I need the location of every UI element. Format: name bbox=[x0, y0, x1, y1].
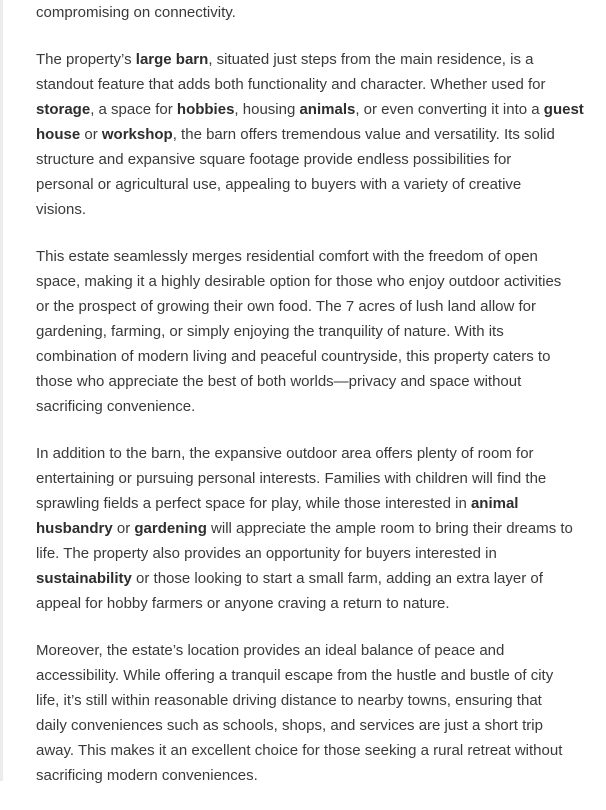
text-run: This estate seamlessly merges residential comfort with the freedom of open bbox=[36, 248, 538, 265]
text-line bbox=[36, 0, 596, 25]
text-run: or bbox=[80, 126, 102, 143]
text-run: appeal for hobby farmers or anyone craving a return to nature. bbox=[36, 595, 450, 612]
bold-text: animals bbox=[299, 101, 356, 118]
text-line bbox=[36, 197, 596, 222]
text-line bbox=[36, 591, 596, 616]
text-line bbox=[36, 663, 596, 688]
text-line bbox=[36, 319, 596, 344]
text-line bbox=[36, 541, 596, 566]
document-body bbox=[36, 0, 596, 810]
paragraph bbox=[36, 244, 596, 419]
text-line bbox=[36, 763, 596, 788]
text-line bbox=[36, 516, 596, 541]
text-run: life. The property also provides an opportunity for buyers interested in bbox=[36, 545, 497, 562]
text-line bbox=[36, 294, 596, 319]
paragraph bbox=[36, 638, 596, 788]
text-run: daily conveniences such as schools, shops, and services are just a short trip bbox=[36, 717, 543, 734]
text-line bbox=[36, 713, 596, 738]
bold-text: hobbies bbox=[176, 101, 235, 118]
text-run: The property’s bbox=[36, 51, 136, 68]
text-line bbox=[36, 466, 596, 491]
text-line bbox=[36, 172, 596, 197]
bold-text: sustainability bbox=[36, 570, 132, 587]
paragraph bbox=[36, 47, 596, 222]
text-run: , housing bbox=[234, 101, 300, 118]
text-line bbox=[36, 47, 596, 72]
text-run: , or even converting it into a bbox=[355, 101, 544, 118]
text-line bbox=[36, 688, 596, 713]
scroll-edge bbox=[0, 0, 3, 781]
text-line bbox=[36, 369, 596, 394]
text-run: combination of modern living and peaceful countryside, this property caters to bbox=[36, 348, 551, 365]
text-run: sacrificing modern conveniences. bbox=[36, 767, 258, 784]
text-run: Moreover, the estate’s location provides an ideal balance of peace and bbox=[36, 642, 505, 659]
paragraph bbox=[36, 0, 596, 25]
bold-text: house bbox=[36, 126, 81, 143]
text-line bbox=[36, 72, 596, 97]
text-run: or those looking to start a small farm, adding an extra layer of bbox=[131, 570, 543, 587]
text-run: or bbox=[112, 520, 135, 537]
text-run: personal or agricultural use, appealing to buyers with a variety of creative bbox=[36, 176, 522, 193]
text-run: structure and expansive square footage provide endless possibilities for bbox=[36, 151, 512, 168]
paragraph bbox=[36, 441, 596, 616]
text-line bbox=[36, 244, 596, 269]
text-run: , the barn offers tremendous value and versatility. Its solid bbox=[172, 126, 555, 143]
text-line bbox=[36, 147, 596, 172]
text-run: In addition to the barn, the expansive outdoor area offers plenty of room for bbox=[36, 445, 534, 462]
text-run: sacrificing convenience. bbox=[36, 398, 196, 415]
text-run: standout feature that adds both functionality and character. Whether used for bbox=[36, 76, 546, 93]
bold-text: husbandry bbox=[36, 520, 113, 537]
text-run: visions. bbox=[36, 201, 87, 218]
text-run: , situated just steps from the main residence, is a bbox=[208, 51, 534, 68]
text-line bbox=[36, 638, 596, 663]
text-run: or the prospect of growing their own food. The 7 acres of lush land allow for bbox=[36, 298, 537, 315]
text-line bbox=[36, 122, 596, 147]
bold-text: guest bbox=[543, 101, 584, 118]
bold-text: workshop bbox=[101, 126, 173, 143]
text-run: sprawling fields a perfect space for play, while those interested in bbox=[36, 495, 471, 512]
text-line bbox=[36, 738, 596, 763]
bold-text: animal bbox=[470, 495, 519, 512]
bold-text: storage bbox=[36, 101, 91, 118]
text-run: those who appreciate the best of both worlds—privacy and space without bbox=[36, 373, 522, 390]
text-line bbox=[36, 97, 596, 122]
text-run: , a space for bbox=[90, 101, 177, 118]
text-line bbox=[36, 269, 596, 294]
text-run: away. This makes it an excellent choice for those seeking a rural retreat without bbox=[36, 742, 563, 759]
text-line bbox=[36, 441, 596, 466]
text-line bbox=[36, 344, 596, 369]
text-line bbox=[36, 394, 596, 419]
text-run: accessibility. While offering a tranquil escape from the hustle and bustle of city bbox=[36, 667, 554, 684]
text-run: compromising on connectivity. bbox=[36, 4, 236, 21]
text-run: space, making it a highly desirable option for those who enjoy outdoor activities bbox=[36, 273, 562, 290]
bold-text: large barn bbox=[135, 51, 209, 68]
bold-text: gardening bbox=[134, 520, 207, 537]
text-line bbox=[36, 491, 596, 516]
text-run: entertaining or pursuing personal interests. Families with children will find the bbox=[36, 470, 547, 487]
text-line bbox=[36, 566, 596, 591]
text-run: gardening, farming, or simply enjoying the tranquility of nature. With its bbox=[36, 323, 504, 340]
text-run: life, it’s still within reasonable driving distance to nearby towns, ensuring that bbox=[36, 692, 542, 709]
text-run: will appreciate the ample room to bring their dreams to bbox=[206, 520, 573, 537]
